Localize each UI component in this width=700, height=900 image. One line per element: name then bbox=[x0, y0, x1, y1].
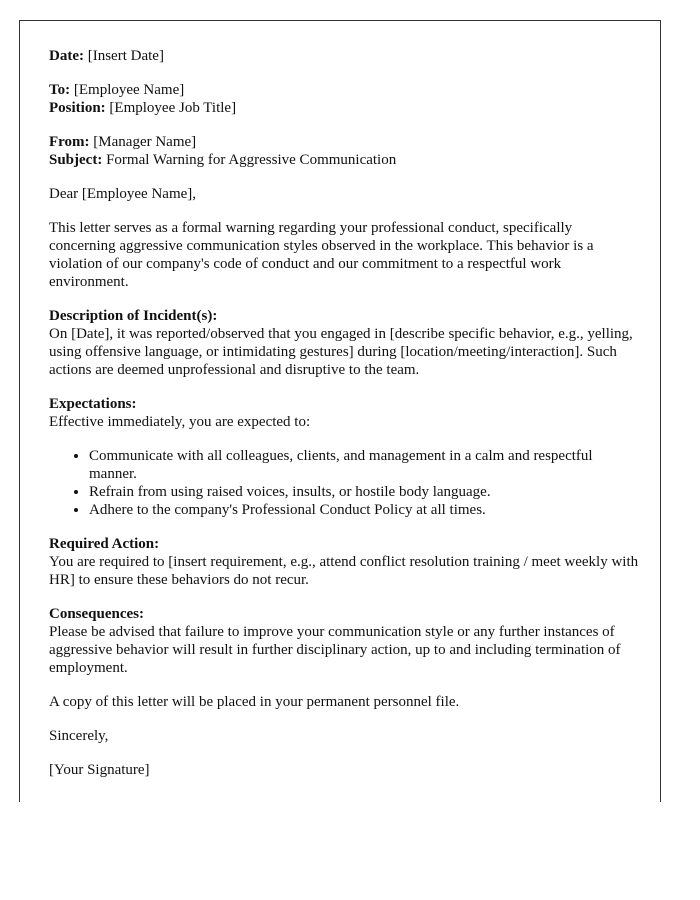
to-value: [Employee Name] bbox=[73, 82, 185, 98]
intro-paragraph: This letter serves as a formal warning regarding your professional conduct, specifically concerning aggressive communication styles observed in the workplace. This behavior is a violation of our company's code of conduct and our commitment to a respectful work environment. bbox=[49, 220, 594, 290]
subject-label: Subject: bbox=[49, 152, 103, 168]
from-value: [Manager Name] bbox=[93, 134, 197, 150]
recipient-block bbox=[49, 81, 640, 117]
expectations-section bbox=[49, 395, 640, 431]
incident-section bbox=[49, 307, 640, 379]
position-value: [Employee Job Title] bbox=[109, 100, 237, 116]
subject-value: Formal Warning for Aggressive Communication bbox=[106, 152, 397, 168]
signature: [Your Signature] bbox=[49, 762, 150, 778]
incident-text: On [Date], it was reported/observed that you engaged in [describe specific behavior, e.g., yelling, using offensive language, or intimidating gestures] during [location/meeting/interaction]. Such actions are deemed unprofessional and disruptive to the team. bbox=[49, 326, 633, 378]
action-heading: Required Action: bbox=[49, 536, 160, 552]
expectations-list bbox=[49, 447, 640, 519]
closing: Sincerely, bbox=[49, 728, 109, 744]
incident-heading: Description of Incident(s): bbox=[49, 308, 218, 324]
consequences-text: Please be advised that failure to improve your communication style or any further instances of aggressive behavior will result in further disciplinary action, up to and including termination of employment. bbox=[49, 624, 621, 676]
list-item: • Refrain from using raised voices, insults, or hostile body language. bbox=[89, 483, 640, 501]
file-note: A copy of this letter will be placed in your permanent personnel file. bbox=[49, 694, 460, 710]
list-item: • Communicate with all colleagues, clients, and management in a calm and respectful manner. bbox=[89, 447, 640, 483]
expectations-heading: Expectations: bbox=[49, 396, 137, 412]
to-label: To: bbox=[49, 82, 71, 98]
date-line bbox=[49, 47, 640, 65]
position-label: Position: bbox=[49, 100, 106, 116]
consequences-heading: Consequences: bbox=[49, 606, 145, 622]
consequences-section bbox=[49, 605, 640, 677]
action-text: You are required to [insert requirement, e.g., attend conflict resolution training / meet weekly with HR] to ensure these behaviors do not recur. bbox=[49, 554, 639, 588]
date-value: [Insert Date] bbox=[87, 48, 164, 64]
letter-page bbox=[19, 20, 661, 802]
action-section bbox=[49, 535, 640, 589]
salutation: Dear [Employee Name], bbox=[49, 186, 197, 202]
expectations-text: Effective immediately, you are expected to: bbox=[49, 414, 311, 430]
list-item: • Adhere to the company's Professional Conduct Policy at all times. bbox=[89, 501, 640, 519]
sender-block bbox=[49, 133, 640, 169]
from-label: From: bbox=[49, 134, 90, 150]
date-label: Date: bbox=[49, 48, 84, 64]
